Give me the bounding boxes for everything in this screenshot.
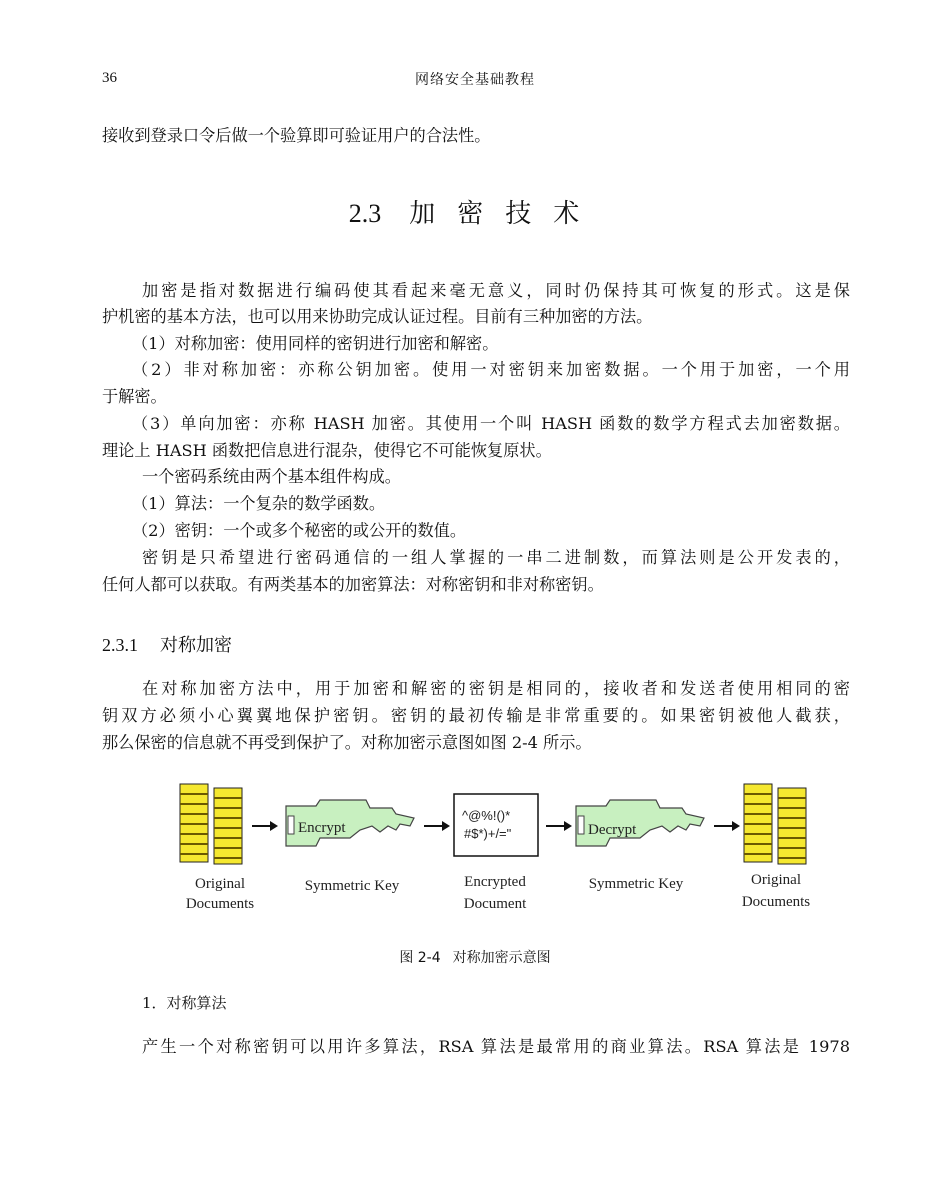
subsection-heading bbox=[102, 631, 232, 657]
label-original-2a: Original bbox=[751, 872, 801, 888]
page-number: 36 bbox=[102, 70, 117, 86]
label-symmetric-key-2: Symmetric Key bbox=[588, 876, 684, 892]
text-line: 钥双方必须小心翼翼地保护密钥。密钥的最初传输是非常重要的。如果密钥被他人截获， bbox=[102, 706, 850, 725]
figure-caption-text: 对称加密示意图 bbox=[452, 950, 551, 966]
section-heading bbox=[0, 193, 950, 230]
key2-text: Decrypt bbox=[588, 822, 637, 838]
text-line: （3）单向加密：亦称 HASH 加密。其使用一个叫 HASH 函数的数学方程式去加密数据。 bbox=[132, 414, 850, 433]
label-original-1b: Documents bbox=[185, 896, 255, 912]
text-line: 在对称加密方法中，用于加密和解密的密钥是相同的，接收者和发送者使用相同的密 bbox=[142, 679, 850, 698]
cipher-line-1: ^@%!()* bbox=[462, 808, 511, 823]
text-line: （2）非对称加密：亦称公钥加密。使用一对密钥来加密数据。一个用于加密，一个用 bbox=[132, 360, 850, 379]
section-number: 2.3 bbox=[348, 199, 382, 228]
text-line: 护机密的基本方法，也可以用来协助完成认证过程。目前有三种加密的方法。 bbox=[102, 307, 653, 326]
text-line: 一个密码系统由两个基本组件构成。 bbox=[142, 467, 401, 486]
text-line: （1）对称加密：使用同样的密钥进行加密和解密。 bbox=[132, 334, 499, 353]
arrow-icon bbox=[252, 821, 278, 831]
label-encrypted-a: Encrypted bbox=[464, 874, 526, 890]
encrypted-document-icon bbox=[454, 794, 538, 856]
decrypt-key-icon bbox=[576, 800, 704, 846]
text-line: 密钥是只希望进行密码通信的一组人掌握的一串二进制数，而算法则是公开发表的， bbox=[142, 548, 850, 567]
encrypt-key-icon bbox=[286, 800, 414, 846]
label-original-2b: Documents bbox=[741, 894, 810, 910]
figure-number: 图 2-4 bbox=[399, 950, 441, 966]
text-line: 加密是指对数据进行编码使其看起来毫无意义，同时仍保持其可恢复的形式。这是保 bbox=[142, 281, 850, 300]
text-line: （1）算法：一个复杂的数学函数。 bbox=[132, 494, 386, 513]
label-symmetric-key-1: Symmetric Key bbox=[304, 878, 400, 894]
text-line: 那么保密的信息就不再受到保护了。对称加密示意图如图 2-4 所示。 bbox=[102, 733, 592, 752]
original-documents-icon bbox=[744, 784, 806, 864]
subsection-title: 对称加密 bbox=[160, 635, 232, 656]
arrow-icon bbox=[424, 821, 450, 831]
text-line: 理论上 HASH 函数把信息进行混杂，使得它不可能恢复原状。 bbox=[102, 441, 552, 460]
subsection-number: 2.3.1 bbox=[102, 635, 138, 655]
text-line: 于解密。 bbox=[102, 387, 167, 406]
key1-text: Encrypt bbox=[298, 820, 346, 836]
text-line: 接收到登录口令后做一个验算即可验证用户的合法性。 bbox=[102, 126, 491, 145]
text-line: 产生一个对称密钥可以用许多算法，RSA 算法是最常用的商业算法。RSA 算法是 1978 bbox=[142, 1037, 850, 1056]
figure-caption bbox=[0, 947, 950, 967]
arrow-icon bbox=[546, 821, 572, 831]
text-line: 任何人都可以获取。有两类基本的加密算法：对称密钥和非对称密钥。 bbox=[102, 575, 604, 594]
arrow-icon bbox=[714, 821, 740, 831]
symmetric-encryption-diagram bbox=[170, 778, 810, 918]
label-encrypted-b: Document bbox=[463, 896, 527, 912]
cipher-line-2: #$*)+/=" bbox=[464, 826, 512, 841]
section-title: 加密技术 bbox=[409, 199, 602, 229]
text-line: （2）密钥：一个或多个秘密的或公开的数值。 bbox=[132, 521, 467, 540]
running-header: 网络安全基础教程 bbox=[415, 72, 535, 88]
list-item-heading: 1．对称算法 bbox=[142, 994, 227, 1012]
original-documents-icon bbox=[180, 784, 242, 864]
label-original-1a: Original bbox=[195, 876, 245, 892]
